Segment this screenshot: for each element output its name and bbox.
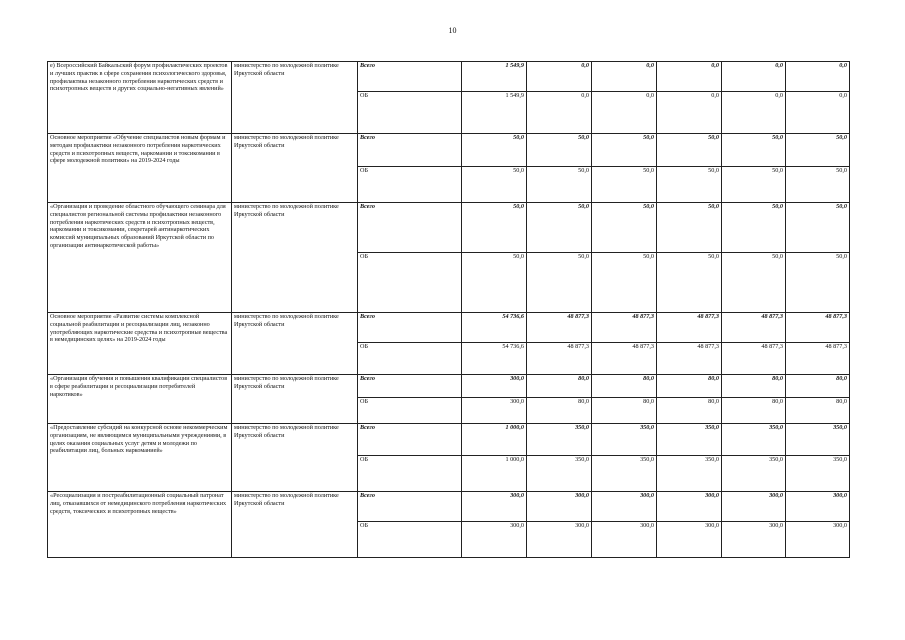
ob-amount-cell: 350,0 <box>786 456 850 492</box>
total-amount-cell: 50,0 <box>462 203 527 253</box>
responsible-executor: министерство по молодежной политике Иркутской области <box>232 134 358 203</box>
total-amount-cell: 350,0 <box>527 424 592 456</box>
ob-amount-cell: 0,0 <box>527 92 592 134</box>
ob-amount-cell: 1 549,9 <box>462 92 527 134</box>
total-amount-cell: 80,0 <box>786 375 850 398</box>
ob-amount-cell: 0,0 <box>592 92 657 134</box>
ob-amount-cell: 0,0 <box>786 92 850 134</box>
total-amount-cell: 48 877,3 <box>786 313 850 343</box>
total-amount-cell: 48 877,3 <box>722 313 786 343</box>
responsible-executor: министерство по молодежной политике Иркутской области <box>232 313 358 375</box>
ob-amount-cell: 300,0 <box>657 522 722 558</box>
total-amount-cell: 50,0 <box>786 203 850 253</box>
total-amount-cell: 350,0 <box>786 424 850 456</box>
total-amount-cell: 50,0 <box>657 134 722 167</box>
ob-amount-cell: 0,0 <box>657 92 722 134</box>
table-body <box>48 62 850 558</box>
ob-amount-cell: 54 736,6 <box>462 343 527 375</box>
ob-amount-cell: 300,0 <box>786 522 850 558</box>
total-amount-cell: 50,0 <box>722 203 786 253</box>
total-amount-cell: 80,0 <box>657 375 722 398</box>
ob-amount-cell: 350,0 <box>657 456 722 492</box>
total-amount-cell: 300,0 <box>462 492 527 522</box>
total-amount-cell: 300,0 <box>722 492 786 522</box>
ob-amount-cell: 80,0 <box>527 398 592 424</box>
funding-source-ob: ОБ <box>358 253 462 313</box>
total-amount-cell: 80,0 <box>722 375 786 398</box>
table-row <box>48 375 850 398</box>
funding-source-total: Всего <box>358 203 462 253</box>
funding-source-ob: ОБ <box>358 522 462 558</box>
total-amount-cell: 300,0 <box>462 375 527 398</box>
ob-amount-cell: 300,0 <box>462 398 527 424</box>
ob-amount-cell: 80,0 <box>592 398 657 424</box>
total-amount-cell: 54 736,6 <box>462 313 527 343</box>
total-amount-cell: 48 877,3 <box>592 313 657 343</box>
total-amount-cell: 0,0 <box>592 62 657 92</box>
ob-amount-cell: 300,0 <box>722 522 786 558</box>
ob-amount-cell: 300,0 <box>527 522 592 558</box>
measure-name: е) Всероссийский Байкальский форум профилактических проектов и лучших практик в сфере сохранения психологического здоровья, профилактика незаконного потребления наркотических средств и психотропных веществ и других социально-негативных явлений» <box>48 62 232 134</box>
total-amount-cell: 350,0 <box>722 424 786 456</box>
total-amount-cell: 0,0 <box>527 62 592 92</box>
responsible-executor: министерство по молодежной политике Иркутской области <box>232 424 358 492</box>
ob-amount-cell: 50,0 <box>527 167 592 203</box>
total-amount-cell: 0,0 <box>786 62 850 92</box>
responsible-executor: министерство по молодежной политике Иркутской области <box>232 203 358 313</box>
ob-amount-cell: 50,0 <box>527 253 592 313</box>
total-amount-cell: 0,0 <box>722 62 786 92</box>
total-amount-cell: 80,0 <box>527 375 592 398</box>
total-amount-cell: 1 000,0 <box>462 424 527 456</box>
funding-source-total: Всего <box>358 424 462 456</box>
ob-amount-cell: 80,0 <box>657 398 722 424</box>
ob-amount-cell: 48 877,3 <box>722 343 786 375</box>
total-amount-cell: 50,0 <box>722 134 786 167</box>
ob-amount-cell: 50,0 <box>462 167 527 203</box>
total-amount-cell: 350,0 <box>592 424 657 456</box>
ob-amount-cell: 48 877,3 <box>657 343 722 375</box>
measure-name: «Организация и проведение областного обучающего семинара для специалистов региональной системы профилактики незаконного потребления наркотических средств и психотропных веществ, наркомании и токсикомании, секретарей антинаркотических комиссий муниципальных образований Иркутской области по организации антинаркотической работы» <box>48 203 232 313</box>
total-amount-cell: 48 877,3 <box>527 313 592 343</box>
ob-amount-cell: 48 877,3 <box>786 343 850 375</box>
responsible-executor: министерство по молодежной политике Иркутской области <box>232 375 358 424</box>
ob-amount-cell: 48 877,3 <box>592 343 657 375</box>
funding-source-total: Всего <box>358 62 462 92</box>
total-amount-cell: 48 877,3 <box>657 313 722 343</box>
funding-source-ob: ОБ <box>358 456 462 492</box>
table-row <box>48 62 850 92</box>
ob-amount-cell: 50,0 <box>657 167 722 203</box>
total-amount-cell: 50,0 <box>527 134 592 167</box>
funding-source-total: Всего <box>358 375 462 398</box>
total-amount-cell: 350,0 <box>657 424 722 456</box>
ob-amount-cell: 50,0 <box>722 167 786 203</box>
page-number: 10 <box>448 26 457 35</box>
ob-amount-cell: 350,0 <box>722 456 786 492</box>
measure-name: «Ресоциализация и постреабилитационный социальный патронат лиц, отказавшихся от немедицинского потребления наркотических средств, токсических и психотропных веществ» <box>48 492 232 558</box>
ob-amount-cell: 80,0 <box>722 398 786 424</box>
total-amount-cell: 50,0 <box>527 203 592 253</box>
ob-amount-cell: 50,0 <box>722 253 786 313</box>
responsible-executor: министерство по молодежной политике Иркутской области <box>232 62 358 134</box>
funding-source-total: Всего <box>358 134 462 167</box>
table-row <box>48 203 850 253</box>
table-row <box>48 134 850 167</box>
total-amount-cell: 80,0 <box>592 375 657 398</box>
ob-amount-cell: 80,0 <box>786 398 850 424</box>
total-amount-cell: 50,0 <box>657 203 722 253</box>
table-row <box>48 424 850 456</box>
measure-name: «Организация обучения и повышения квалификации специалистов в сфере реабилитации и ресоциализации потребителей наркотиков» <box>48 375 232 424</box>
ob-amount-cell: 50,0 <box>786 253 850 313</box>
table-row <box>48 313 850 343</box>
funding-source-ob: ОБ <box>358 167 462 203</box>
measure-name: Основное мероприятие «Развитие системы комплексной социальной реабилитации и ресоциализации лиц, незаконно употребляющих наркотические средства и психотропные вещества в немедицинских целях» на 2019-2024 годы <box>48 313 232 375</box>
ob-amount-cell: 50,0 <box>786 167 850 203</box>
total-amount-cell: 1 549,9 <box>462 62 527 92</box>
total-amount-cell: 50,0 <box>592 134 657 167</box>
ob-amount-cell: 1 000,0 <box>462 456 527 492</box>
total-amount-cell: 300,0 <box>786 492 850 522</box>
ob-amount-cell: 350,0 <box>592 456 657 492</box>
ob-amount-cell: 0,0 <box>722 92 786 134</box>
total-amount-cell: 0,0 <box>657 62 722 92</box>
ob-amount-cell: 350,0 <box>527 456 592 492</box>
funding-source-ob: ОБ <box>358 343 462 375</box>
responsible-executor: министерство по молодежной политике Иркутской области <box>232 492 358 558</box>
ob-amount-cell: 50,0 <box>592 167 657 203</box>
ob-amount-cell: 50,0 <box>462 253 527 313</box>
funding-source-total: Всего <box>358 492 462 522</box>
funding-source-total: Всего <box>358 313 462 343</box>
table-row <box>48 492 850 522</box>
total-amount-cell: 300,0 <box>527 492 592 522</box>
ob-amount-cell: 300,0 <box>592 522 657 558</box>
measure-name: «Предоставление субсидий на конкурсной основе некоммерческим организациям, не являющимся муниципальными учреждениями, в целях оказания социальных услуг детям и молодежи по реабилитации лиц, больных наркоманией» <box>48 424 232 492</box>
total-amount-cell: 50,0 <box>786 134 850 167</box>
measure-name: Основное мероприятие «Обучение специалистов новым формам и методам профилактики незаконного потребления наркотических средств и психотропных веществ, наркомании и токсикомании в сфере молодежной политики» на 2019-2024 годы <box>48 134 232 203</box>
ob-amount-cell: 50,0 <box>592 253 657 313</box>
total-amount-cell: 50,0 <box>462 134 527 167</box>
total-amount-cell: 300,0 <box>592 492 657 522</box>
funding-source-ob: ОБ <box>358 398 462 424</box>
funding-source-ob: ОБ <box>358 92 462 134</box>
total-amount-cell: 300,0 <box>657 492 722 522</box>
ob-amount-cell: 50,0 <box>657 253 722 313</box>
ob-amount-cell: 48 877,3 <box>527 343 592 375</box>
total-amount-cell: 50,0 <box>592 203 657 253</box>
ob-amount-cell: 300,0 <box>462 522 527 558</box>
budget-table <box>47 61 850 558</box>
